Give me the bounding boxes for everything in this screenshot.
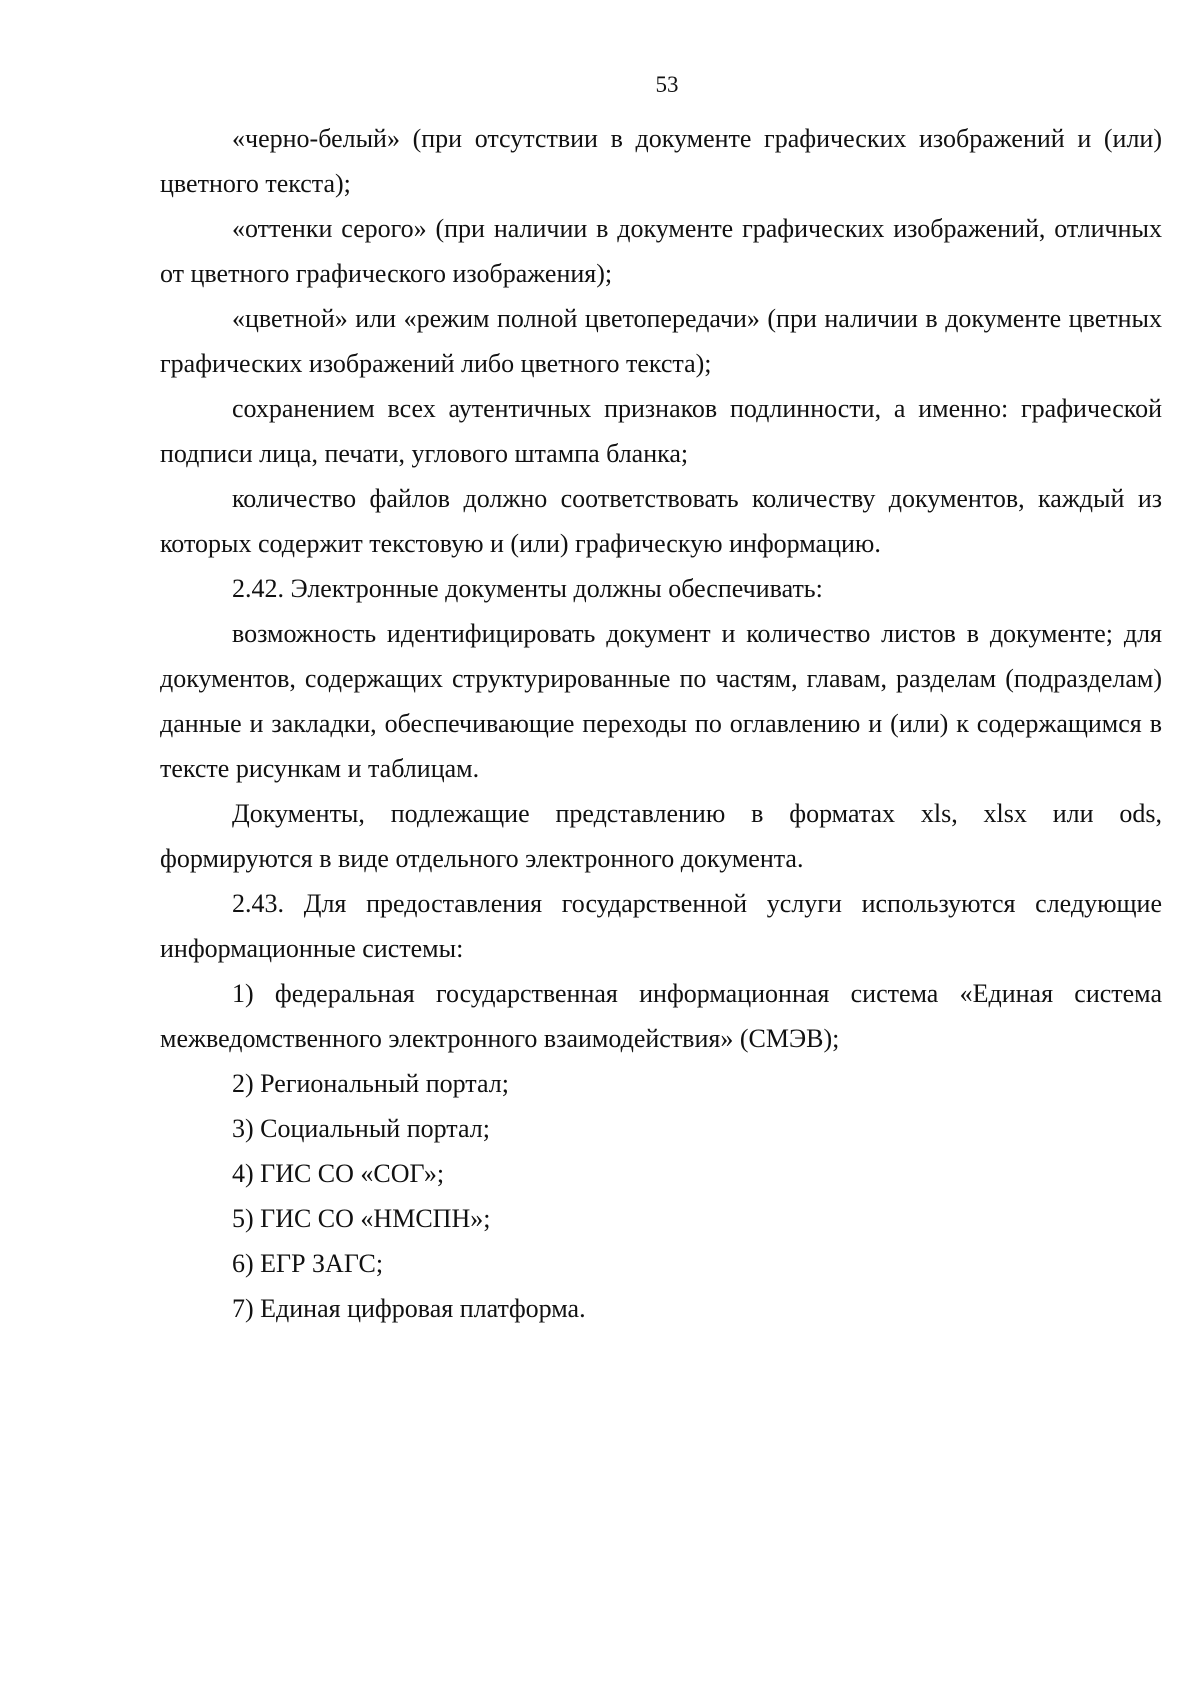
list-item-system-4: 4) ГИС СО «СОГ»;: [232, 1159, 445, 1188]
list-item-system-5: 5) ГИС СО «НМСПН»;: [232, 1204, 491, 1233]
paragraph-file-count: количество файлов должно соответствовать количеству документов, каждый из которых содержит текстовую и (или) графическую информацию.: [160, 484, 1162, 558]
list-item-system-7: 7) Единая цифровая платформа.: [232, 1294, 586, 1323]
paragraph-authenticity: сохранением всех аутентичных признаков подлинности, а именно: графической подписи лица, печати, углового штампа бланка;: [160, 394, 1162, 468]
paragraph-color: «цветной» или «режим полной цветопередачи» (при наличии в документе цветных графических изображений либо цветного текста);: [160, 304, 1162, 378]
paragraph-grayscale: «оттенки серого» (при наличии в документе графических изображений, отличных от цветного графического изображения);: [160, 214, 1162, 288]
paragraph-black-white: «черно-белый» (при отсутствии в документе графических изображений и (или) цветного текста);: [160, 124, 1162, 198]
page-number: 53: [655, 72, 679, 97]
paragraph-formats: Документы, подлежащие представлению в форматах xls, xlsx или ods, формируются в виде отдельного электронного документа.: [160, 799, 1162, 873]
list-item-system-2: 2) Региональный портал;: [232, 1069, 509, 1098]
list-item-system-3: 3) Социальный портал;: [232, 1114, 490, 1143]
paragraph-system-1: 1) федеральная государственная информационная система «Единая система межведомственного электронного взаимодействия» (СМЭВ);: [160, 979, 1162, 1053]
document-body: [160, 116, 1162, 1331]
paragraph-identification: возможность идентифицировать документ и количество листов в документе; для документов, содержащих структурированные по частям, главам, разделам (подразделам) данные и закладки, обеспечивающие переходы по оглавлению и (или) к содержащимся в тексте рисункам и таблицам.: [160, 619, 1162, 783]
list-item-system-6: 6) ЕГР ЗАГС;: [232, 1249, 384, 1278]
paragraph-2-42: 2.42. Электронные документы должны обеспечивать:: [232, 574, 823, 603]
paragraph-2-43: 2.43. Для предоставления государственной услуги используются следующие информационные системы:: [160, 889, 1162, 963]
